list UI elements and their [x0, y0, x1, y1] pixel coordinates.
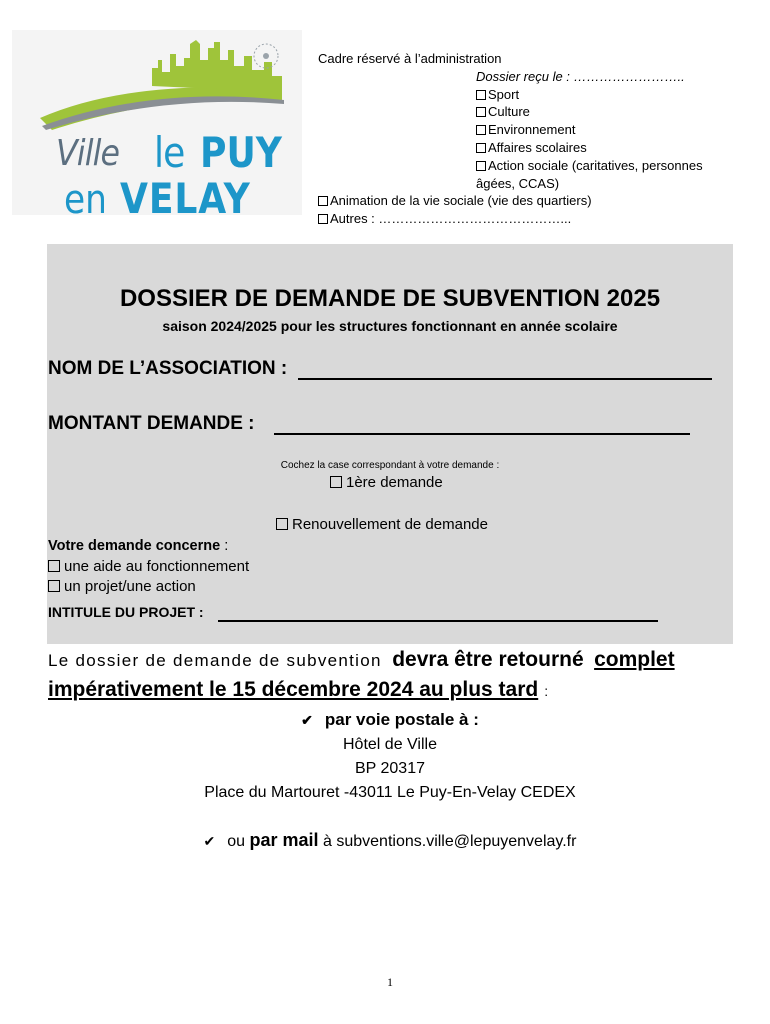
page-subtitle: saison 2024/2025 pour les structures fonctionnant en année scolaire	[162, 318, 618, 334]
logo-puy-text: PUY	[200, 128, 282, 177]
admin-item-label: Autres : ……………………………………...	[330, 211, 572, 227]
checkbox-icon[interactable]	[48, 580, 60, 592]
projet-action-option[interactable]	[48, 578, 196, 595]
option-label: Renouvellement de demande	[292, 516, 488, 533]
nom-association-field[interactable]	[298, 358, 712, 380]
admin-item-affaires-scolaires[interactable]	[318, 139, 738, 157]
checkbox-icon[interactable]	[276, 518, 288, 530]
mail-prefix: ou	[227, 833, 246, 850]
montant-demande-field[interactable]	[274, 413, 690, 435]
aide-fonctionnement-option[interactable]	[48, 558, 249, 575]
postal-heading-text: par voie postale à :	[324, 710, 479, 729]
admin-item-action-sociale[interactable]	[318, 157, 738, 193]
admin-item-animation[interactable]	[318, 192, 738, 210]
admin-item-label: Environnement	[488, 122, 576, 138]
return-instructions-line1	[48, 648, 734, 672]
page-number: 1	[387, 975, 393, 989]
deadline-text: impérativement le 15 décembre 2024 au plus tard	[48, 678, 539, 701]
checkbox-icon[interactable]	[476, 125, 486, 135]
admin-header: Cadre réservé à l’administration	[318, 51, 502, 66]
address-line: BP 20317	[355, 760, 425, 777]
logo-ville-text: Ville	[56, 133, 120, 174]
option-label: une aide au fonctionnement	[64, 558, 250, 575]
postal-heading	[0, 710, 770, 730]
premiere-demande-option[interactable]	[330, 474, 443, 491]
admin-item-label: Culture	[488, 104, 530, 120]
checkbox-icon[interactable]	[318, 196, 328, 206]
mail-line	[0, 830, 770, 851]
admin-item-sport[interactable]	[318, 86, 738, 104]
return-instructions-line2	[48, 678, 548, 702]
address-line: Place du Martouret -43011 Le Puy-En-Velay CEDEX	[204, 784, 576, 801]
intitule-projet-label: INTITULE DU PROJET :	[48, 604, 204, 620]
admin-item-label: Action sociale (caritatives, personnes âgées, CCAS)	[476, 157, 703, 191]
page-title: DOSSIER DE DEMANDE DE SUBVENTION 2025	[119, 285, 661, 312]
coche-note: Cochez la case correspondant à votre demande :	[280, 460, 500, 471]
admin-item-environnement[interactable]	[318, 121, 738, 139]
concerne-label-bold: Votre demande concerne	[48, 538, 221, 554]
admin-item-culture[interactable]	[318, 103, 738, 121]
address-line: Hôtel de Ville	[343, 736, 437, 753]
logo-en-text: en	[64, 177, 107, 223]
admin-item-autres[interactable]	[318, 210, 738, 228]
admin-item-label: Animation de la vie sociale (vie des quartiers)	[330, 193, 592, 209]
demande-concerne-label	[48, 538, 228, 554]
return-complet-text: complet	[594, 648, 675, 671]
mail-bold-text: par mail	[249, 830, 319, 850]
checkbox-icon[interactable]	[330, 476, 342, 488]
return-intro-text: Le dossier de demande de subvention	[48, 651, 382, 670]
deadline-colon: :	[544, 683, 549, 699]
return-bold-text: devra être retourné	[392, 648, 584, 671]
logo-le-text: le	[154, 128, 185, 177]
checkbox-icon[interactable]	[476, 143, 486, 153]
intitule-projet-field[interactable]	[218, 604, 658, 622]
city-logo	[12, 30, 302, 223]
dossier-recu-line	[318, 68, 738, 86]
logo-velay-text: VELAY	[120, 174, 251, 223]
admin-item-label: Sport	[488, 86, 520, 102]
checkmark-icon: ✔	[203, 833, 216, 849]
option-label: 1ère demande	[346, 474, 443, 491]
option-label: un projet/une action	[64, 578, 196, 595]
admin-item-label: Affaires scolaires	[488, 139, 587, 155]
admin-reserved-box	[318, 50, 738, 228]
concerne-colon: :	[220, 538, 229, 554]
nom-association-label: NOM DE L’ASSOCIATION :	[48, 358, 288, 379]
renouvellement-option[interactable]	[276, 516, 488, 533]
checkbox-icon[interactable]	[48, 560, 60, 572]
checkmark-icon: ✔	[301, 712, 313, 728]
checkbox-icon[interactable]	[318, 214, 328, 224]
checkbox-icon[interactable]	[476, 161, 486, 171]
mail-address-link[interactable]: à subventions.ville@lepuyenvelay.fr	[323, 833, 577, 850]
dossier-recu-text: Dossier reçu le : ……………………..	[476, 68, 685, 84]
montant-demande-label: MONTANT DEMANDE :	[48, 413, 255, 434]
checkbox-icon[interactable]	[476, 90, 486, 100]
checkbox-icon[interactable]	[476, 107, 486, 117]
